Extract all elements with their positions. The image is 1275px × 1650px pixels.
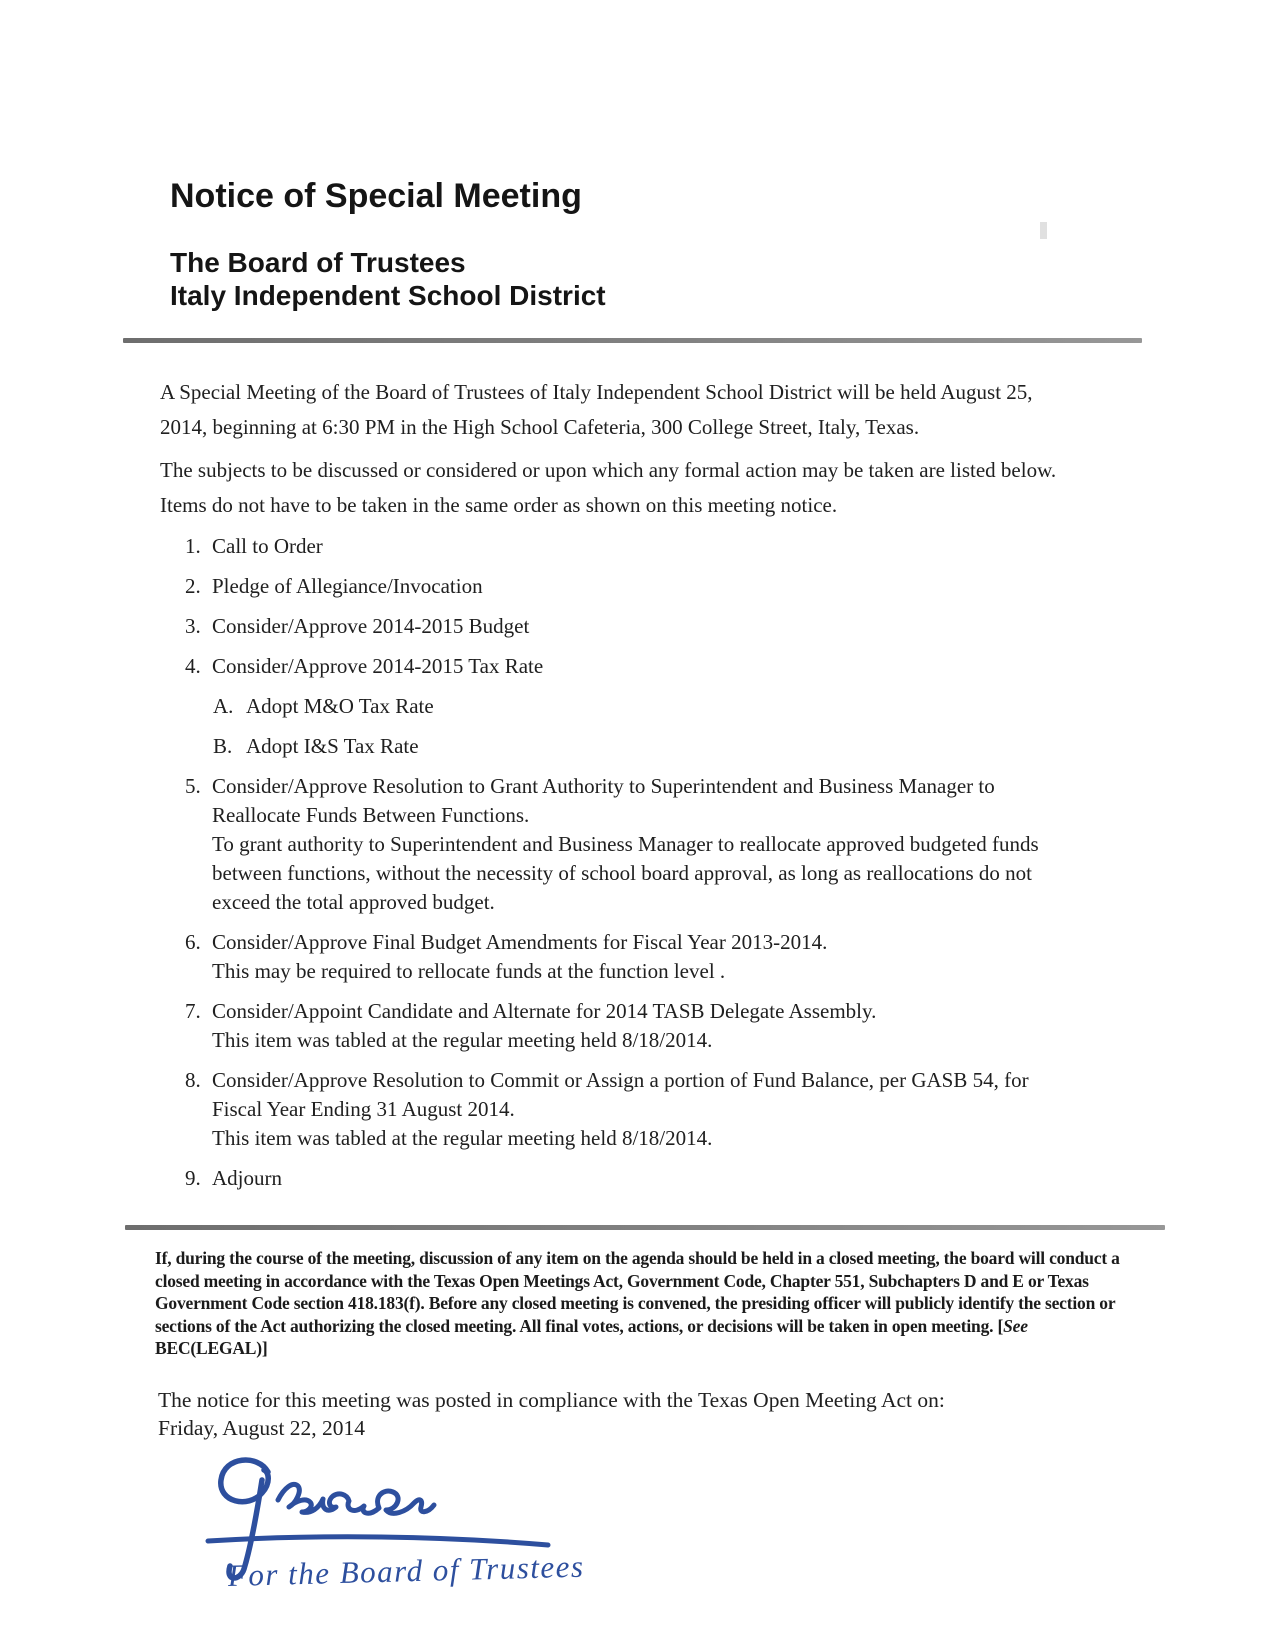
agenda-item-number: 8.: [185, 1068, 201, 1092]
posting-notice-line-2: Friday, August 22, 2014: [158, 1415, 366, 1440]
scan-artifact: [1040, 222, 1047, 239]
organization-line-2: Italy Independent School District: [170, 280, 606, 311]
agenda-item-title: Call to Order: [212, 534, 323, 558]
agenda-item: [185, 772, 1041, 917]
page-title: Notice of Special Meeting: [170, 177, 582, 215]
closed-meeting-notice: [155, 1247, 1120, 1360]
agenda-item-body: [212, 1164, 1041, 1193]
agenda-item-body: [212, 772, 1041, 917]
agenda-subitem-letter: A.: [213, 694, 234, 718]
agenda-item-number: 7.: [185, 999, 201, 1023]
agenda-item-body: [212, 1066, 1041, 1153]
agenda-item-title: Consider/Approve 2014-2015 Tax Rate: [212, 654, 544, 678]
subjects-paragraph: The subjects to be discussed or considered or upon which any formal action may be taken are listed below. Items do not have to be taken in the same order as shown on this meeting notice.: [160, 458, 1057, 517]
agenda-subitem: [213, 732, 1041, 761]
signature-name-stroke: [278, 1484, 434, 1513]
posting-notice: [158, 1386, 1098, 1442]
agenda-item-description: This item was tabled at the regular meeting held 8/18/2014.: [212, 1028, 713, 1052]
agenda-item-number: 4.: [185, 654, 201, 678]
agenda-item-body: [212, 928, 1041, 986]
closed-meeting-text-after: BEC(LEGAL)]: [155, 1338, 268, 1358]
signature-ink: [180, 1448, 600, 1598]
closed-meeting-see-reference: See: [1003, 1315, 1028, 1336]
agenda-item-title: Pledge of Allegiance/Invocation: [212, 574, 483, 598]
agenda-item-title: Consider/Approve Resolution to Grant Authority to Superintendent and Business Manager to Reallocate Funds Between Functions.: [212, 774, 995, 827]
agenda-item-body: [212, 652, 1041, 681]
agenda-item: [185, 612, 1041, 641]
agenda-item: [185, 928, 1041, 986]
intro-paragraph: A Special Meeting of the Board of Trustees of Italy Independent School District will be held August 25, 2014, beginning at 6:30 PM in the High School Cafeteria, 300 College Street, Italy, Texas.: [160, 380, 1033, 439]
agenda-item-number: 5.: [185, 774, 201, 798]
agenda-item: [185, 1164, 1041, 1193]
agenda-item: [185, 997, 1041, 1055]
agenda-item-description: To grant authority to Superintendent and Business Manager to reallocate approved budgeted funds between functions, without the necessity of school board approval, as long as reallocations do not exceed the total approved budget.: [212, 832, 1039, 914]
agenda-item-number: 3.: [185, 614, 201, 638]
agenda-item-number: 2.: [185, 574, 201, 598]
signature-underline-stroke: [208, 1536, 548, 1544]
section-rule-top: [123, 338, 1142, 343]
organization-line-1: The Board of Trustees: [170, 247, 466, 278]
agenda-item-title: Consider/Approve Final Budget Amendments for Fiscal Year 2013-2014.: [212, 930, 828, 954]
closed-meeting-text-before: If, during the course of the meeting, discussion of any item on the agenda should be held in a closed meeting, the board will conduct a closed meeting in accordance with the Texas Open Meetings Act, Government Code, Chapter 551, Subchapters D and E or Texas Government Code section 418.183(f). Before any closed meeting is convened, the presiding officer will publicly identify the section or sections of the Act authorizing the closed meeting. All final votes, actions, or decisions will be taken in open meeting. [: [155, 1248, 1120, 1336]
agenda-item-description: This item was tabled at the regular meeting held 8/18/2014.: [212, 1126, 713, 1150]
agenda-subitem-title: Adopt M&O Tax Rate: [246, 694, 434, 718]
agenda-item-body: [212, 572, 1041, 601]
agenda-item: [185, 532, 1041, 561]
agenda-item-body: [212, 997, 1041, 1055]
signature-caption: For the Board of Trustees: [227, 1548, 585, 1593]
agenda-item: [185, 1066, 1041, 1153]
agenda-subitem-title: Adopt I&S Tax Rate: [246, 734, 419, 758]
agenda-item-title: Adjourn: [212, 1166, 282, 1190]
agenda-item-title: Consider/Approve Resolution to Commit or Assign a portion of Fund Balance, per GASB 54, for Fiscal Year Ending 31 August 2014.: [212, 1068, 1029, 1121]
agenda-item-number: 9.: [185, 1166, 201, 1190]
agenda-item-number: 6.: [185, 930, 201, 954]
posting-notice-line-1: The notice for this meeting was posted in compliance with the Texas Open Meeting Act on:: [158, 1387, 945, 1412]
agenda-list: [185, 532, 1041, 1193]
agenda-item-title: Consider/Appoint Candidate and Alternate for 2014 TASB Delegate Assembly.: [212, 999, 877, 1023]
agenda-item-title: Consider/Approve 2014-2015 Budget: [212, 614, 530, 638]
signature-block: [180, 1448, 610, 1598]
agenda-item-body: [212, 612, 1041, 641]
agenda-item-description: This may be required to rellocate funds at the function level .: [212, 959, 726, 983]
agenda-subitem: [213, 692, 1041, 721]
organization-block: [170, 246, 1275, 312]
agenda-item-number: 1.: [185, 534, 201, 558]
agenda-item-body: [212, 532, 1041, 561]
section-rule-bottom: [125, 1225, 1165, 1230]
agenda-item: [185, 652, 1041, 681]
agenda-subitem-letter: B.: [213, 734, 233, 758]
agenda-item: [185, 572, 1041, 601]
